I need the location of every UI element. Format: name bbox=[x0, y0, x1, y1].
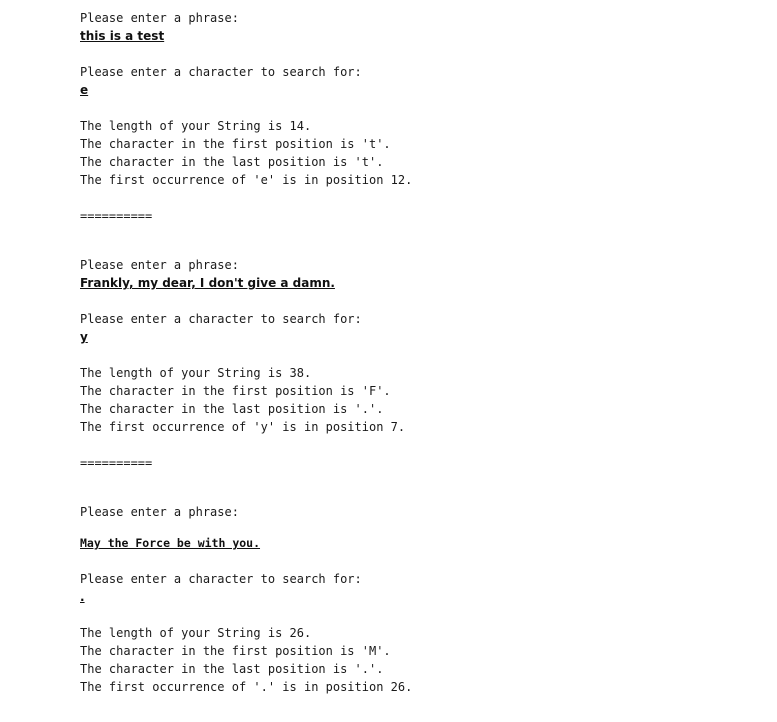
length-output: The length of your String is 26. bbox=[80, 626, 312, 640]
blank-line bbox=[80, 521, 760, 534]
first-char-output: The character in the first position is 'M'. bbox=[80, 644, 391, 658]
blank-line bbox=[80, 292, 760, 310]
char-prompt: Please enter a character to search for: bbox=[80, 65, 362, 79]
length-output: The length of your String is 14. bbox=[80, 119, 312, 133]
char-input[interactable]: y bbox=[80, 330, 88, 344]
blank-line bbox=[80, 45, 760, 63]
char-prompt: Please enter a character to search for: bbox=[80, 572, 362, 586]
phrase-prompt: Please enter a phrase: bbox=[80, 505, 239, 519]
separator: ========== bbox=[80, 456, 153, 470]
separator: ========== bbox=[80, 209, 153, 223]
length-output: The length of your String is 38. bbox=[80, 366, 312, 380]
occurrence-output: The first occurrence of 'y' is in position 7. bbox=[80, 420, 406, 434]
blank-line bbox=[80, 606, 760, 624]
phrase-prompt: Please enter a phrase: bbox=[80, 258, 239, 272]
char-input[interactable]: . bbox=[80, 590, 85, 604]
last-char-output: The character in the last position is 't'. bbox=[80, 155, 384, 169]
char-prompt: Please enter a character to search for: bbox=[80, 312, 362, 326]
blank-line bbox=[80, 346, 760, 364]
first-char-output: The character in the first position is 't'. bbox=[80, 137, 391, 151]
spacer bbox=[80, 472, 760, 503]
char-input[interactable]: e bbox=[80, 83, 89, 97]
phrase-input[interactable]: Frankly, my dear, I don't give a damn. bbox=[80, 276, 335, 290]
first-char-output: The character in the first position is 'F'. bbox=[80, 384, 391, 398]
occurrence-output: The first occurrence of 'e' is in position 12. bbox=[80, 173, 413, 187]
blank-line bbox=[80, 552, 760, 570]
blank-line bbox=[80, 436, 760, 454]
last-char-output: The character in the last position is '.'. bbox=[80, 662, 384, 676]
phrase-prompt: Please enter a phrase: bbox=[80, 11, 239, 25]
run-block-2 bbox=[80, 256, 760, 472]
blank-line bbox=[80, 189, 760, 207]
spacer bbox=[80, 225, 760, 256]
blank-line bbox=[80, 99, 760, 117]
console-output bbox=[80, 9, 760, 696]
last-char-output: The character in the last position is '.'. bbox=[80, 402, 384, 416]
phrase-input[interactable]: this is a test bbox=[80, 29, 165, 43]
run-block-1 bbox=[80, 9, 760, 225]
run-block-3 bbox=[80, 503, 760, 696]
phrase-input[interactable]: May the Force be with you. bbox=[80, 536, 261, 550]
occurrence-output: The first occurrence of '.' is in position 26. bbox=[80, 680, 413, 694]
